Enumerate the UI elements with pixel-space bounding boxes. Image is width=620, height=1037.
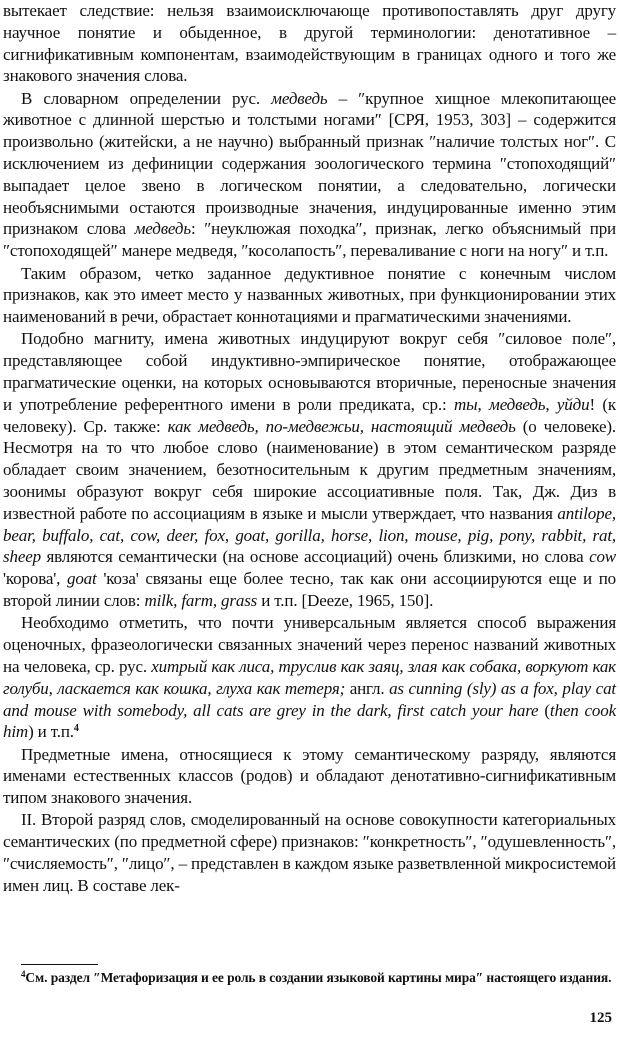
page-number: 125 <box>589 1010 612 1026</box>
italic-text: antilope, bear, buffalo, cat, cow, deer, fox, goat, gorilla, horse, lion, mouse, pig, pony, rabbit, rat, sheep <box>3 503 616 567</box>
italic-text: cow <box>589 547 616 567</box>
main-text <box>3 0 616 897</box>
text-run: англ. <box>345 678 390 698</box>
paragraph <box>3 88 616 262</box>
italic-text: ты, медведь, уйди <box>453 394 590 414</box>
text-run: ) и т.п. <box>28 722 74 742</box>
text-run: и т.п. [Deeze, 1965, 150]. <box>257 591 434 611</box>
italic-text: хитрый как лиса, труслив как заяц, злая как собака, воркуют как голуби, ласкается как кошка, глуха как тетеря; <box>3 656 616 698</box>
text-run: ! (к человеку). Ср. также: <box>3 394 616 436</box>
footnote <box>3 968 616 988</box>
paragraph <box>3 612 616 743</box>
text-run: В словарном определении рус. <box>21 88 272 108</box>
text-run: Необходимо отметить, что почти универсальным является способ выражения оценочных, фразеологически связанных значений через перенос названий животных на человека, ср. рус. <box>3 613 616 676</box>
paragraph <box>3 809 616 896</box>
text-run: Таким образом, четко заданное дедуктивное понятие с конечным числом признаков, как это имеет место у названных животных, при функционировании этих наименований в речи, обрастает коннотациями и прагматическими значениями. <box>3 263 616 327</box>
text-run: (о человеке). Несмотря на то что любое слово (наименование) в этом семантическом разряде обладает своим значением, безотносительным к другим предметным значениям, зоонимы образуют вокруг себя широкие ассоциативные поля. Так, Дж. Диз в известной работе по ассоциациям в языке и мысли утверждает, что названия <box>3 416 616 523</box>
footnote-marker: 4 <box>21 969 26 979</box>
footnote-reference: 4 <box>73 723 79 735</box>
italic-text: как медведь, по-медвежьи, настоящий медведь <box>167 416 516 436</box>
text-run: 'коза' связаны еще более тесно, так как они ассоциируются еще и по второй линии слов: <box>3 569 617 611</box>
italic-text: goat <box>66 569 97 589</box>
italic-text: milk, farm, grass <box>144 591 258 611</box>
text-run: 'корова', <box>3 569 67 589</box>
italic-text: медведь <box>271 88 328 108</box>
paragraph <box>3 328 616 611</box>
footnote-divider <box>21 964 98 965</box>
text-run: Подобно магниту, имена животных индуцируют вокруг себя ″силовое поле″, представляющее собой индуктивно-эмпирическое понятие, отображающее прагматические оценки, на которых основываются вторичные, переносные значения и употребление референтного имени в роли предиката, ср.: <box>3 329 616 414</box>
paragraph <box>3 744 616 809</box>
text-run: Предметные имена, относящиеся к этому семантическому разряду, являются именами естественных классов (родов) и обладают денотативно-сигнификативным типом знакового значения. <box>3 744 616 808</box>
text-run: вытекает следствие: нельзя взаимоисключающе противопоставлять друг другу научное понятие и обыденное, в другой терминологии: денотативное – сигнификативным компонентам, взаимодействующим в границах одного и того же знакового значения слова. <box>3 1 616 86</box>
text-run: ( <box>538 700 550 720</box>
text-run: – ″крупное хищное млекопитающее животное с длинной шерстью и толстыми ногами″ [СРЯ, 1953, 303] – содержится произвольно (житейски, а не научно) выбранный признак ″наличие толстых ног″. С исключением из дефиниции содержания зоологического термина ″стопоходящий″ выпадает целое звено в логическом понятии, а следовательно, логически необъяснимыми остаются производные значения, индуцированные именно этим признаком слова <box>3 88 617 239</box>
footnote-text: См. раздел ″Метафоризация и ее роль в создании языковой картины мира″ настоящего издания. <box>25 970 612 985</box>
document-page <box>3 0 616 1037</box>
paragraph <box>3 263 616 328</box>
text-run: II. Второй разряд слов, смоделированный на основе совокупности категориальных семантических (по предметной сфере) признаков: ″конкретность″, ″одушевленность″, ″счисляемость″, ″лицо″, – представлен в каждом языке разветвленной микросистемой имен лиц. В составе лек- <box>3 810 616 895</box>
paragraph <box>3 0 616 87</box>
text-run: : ″неуклюжая походка″, признак, легко объяснимый при ″стопоходящей″ манере медведя, ″косолапость″, переваливание с ноги на ногу″ и т.п. <box>3 219 616 261</box>
italic-text: then cook him <box>3 700 616 742</box>
italic-text: медведь <box>134 219 191 239</box>
italic-text: as cunning (sly) as a fox, play cat and mouse with somebody, all cats are grey in the dark, first catch your hare <box>3 678 616 720</box>
text-run: являются семантически (на основе ассоциаций) очень близкими, но слова <box>40 547 590 567</box>
